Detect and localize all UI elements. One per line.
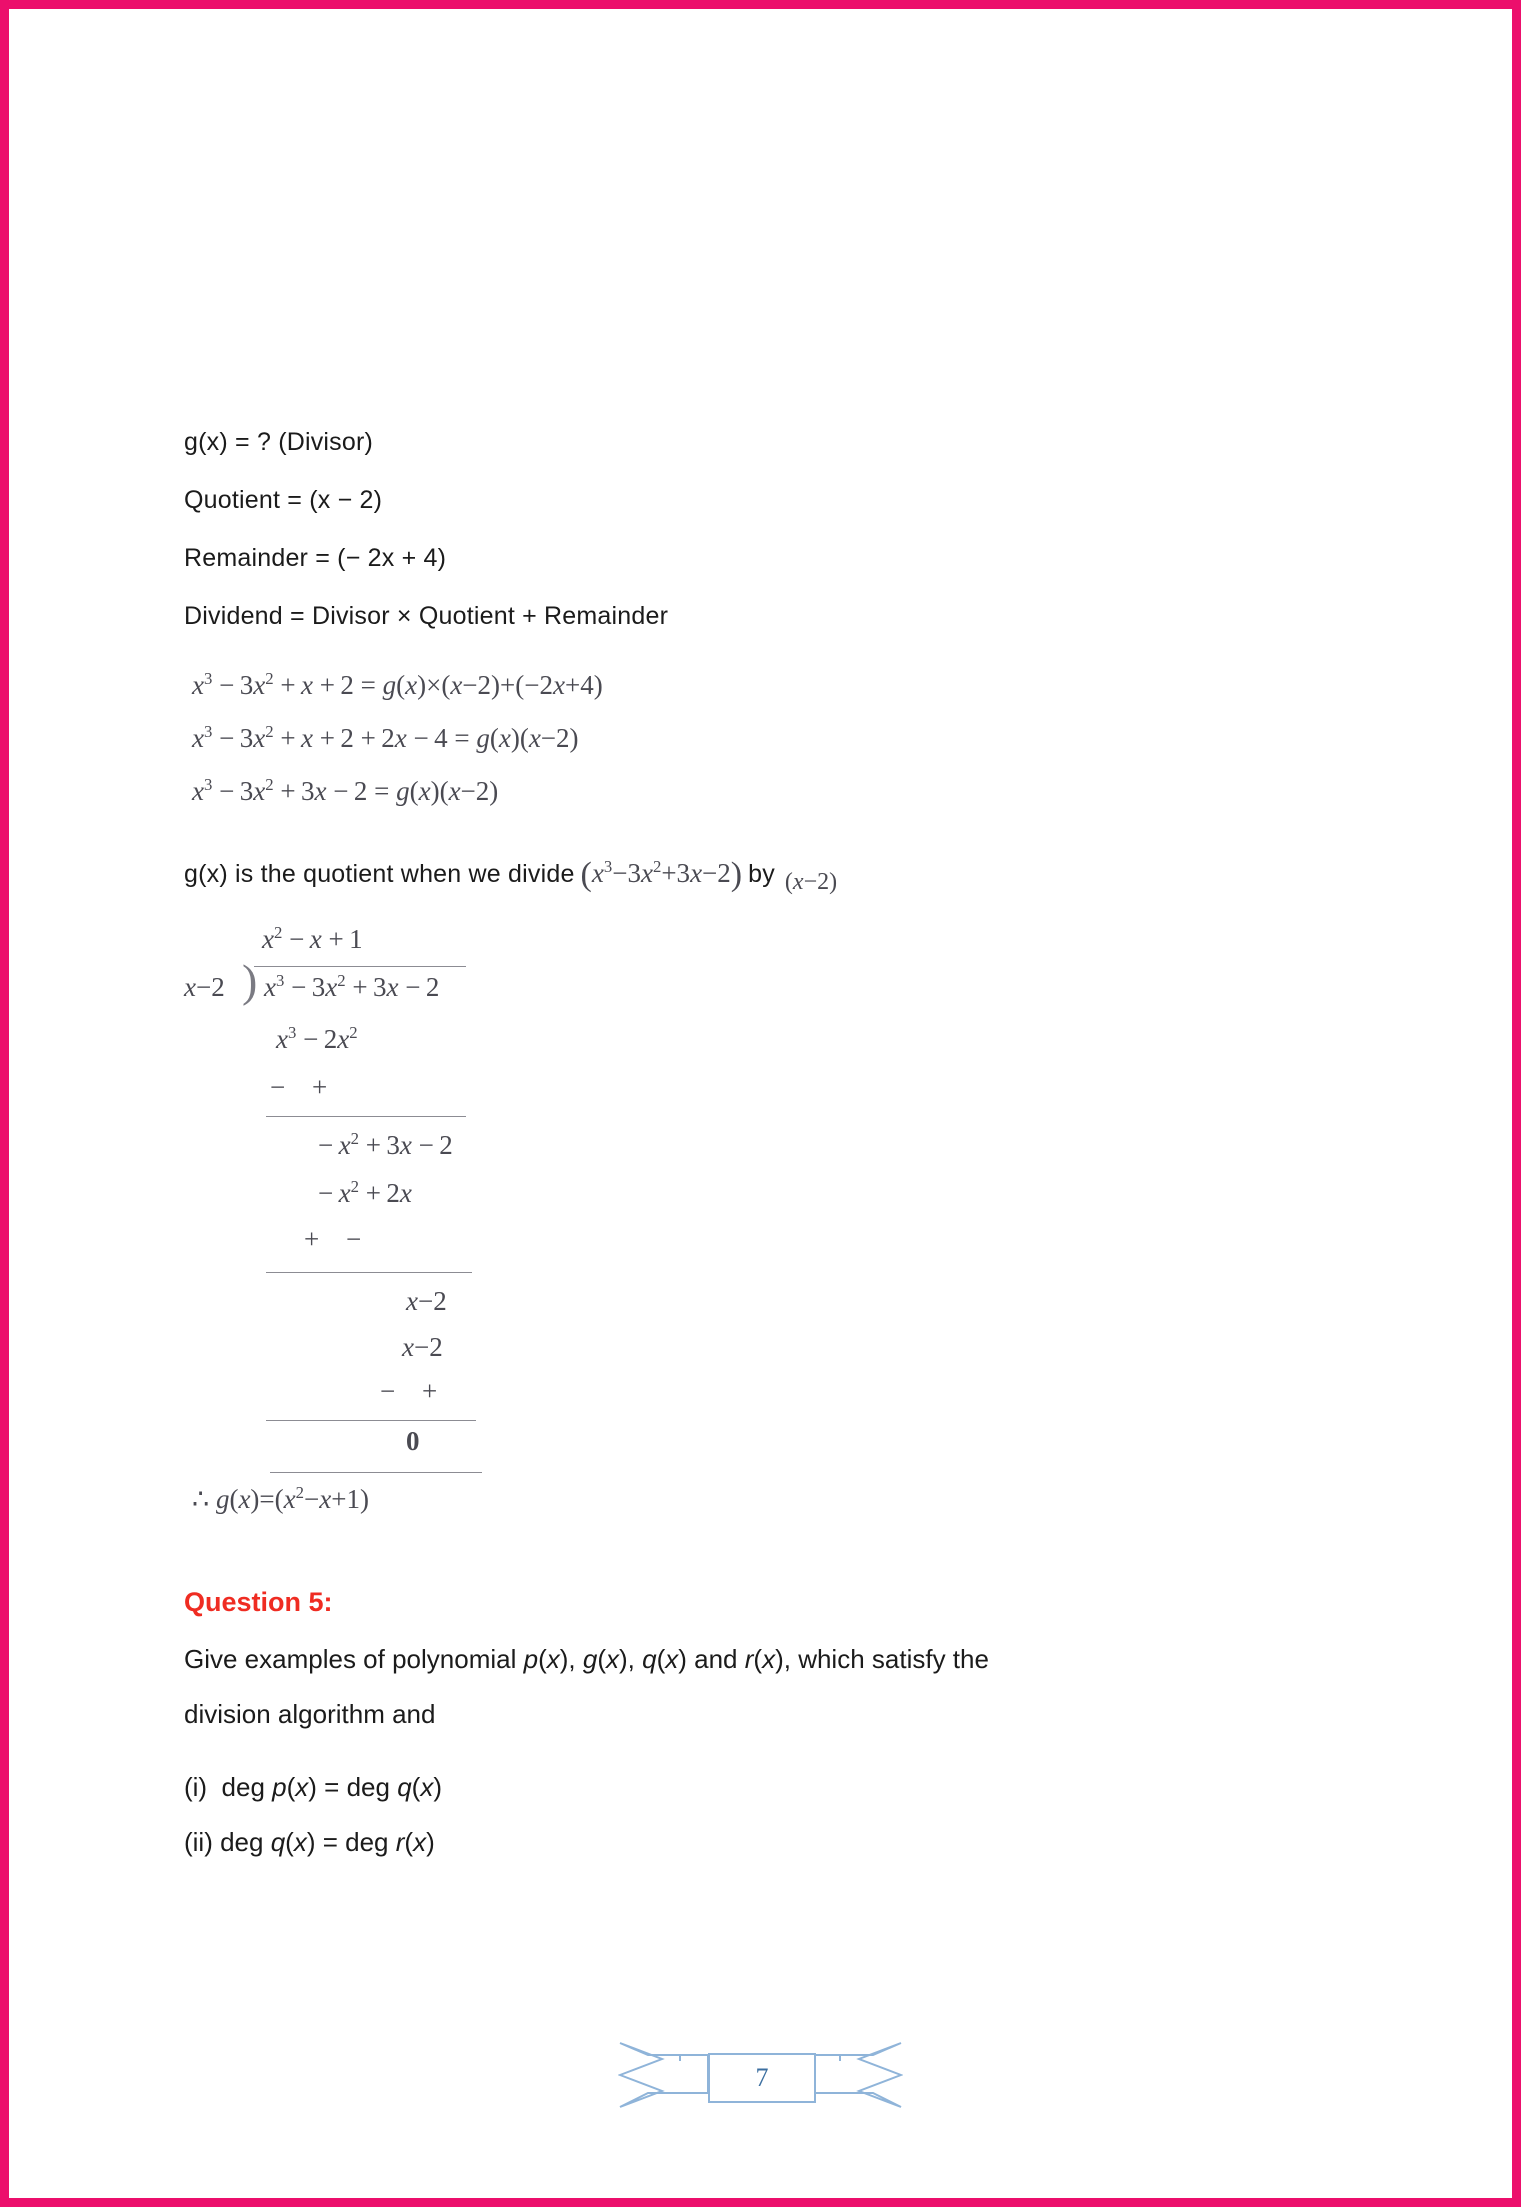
question-5-item-1: (i) deg p(x) = deg q(x): [184, 1772, 443, 1802]
division-quotient: $x^2 - x + 1$: [262, 923, 363, 954]
solution-line-remainder: Remainder = (− 2x + 4): [184, 544, 447, 572]
solution-conclusion: ∴ $g(x)=(x^2-x+1)$: [192, 1483, 369, 1514]
division-step3-product: x−2: [402, 1332, 443, 1362]
division-rule-3: [266, 1420, 476, 1421]
division-dividend: $x^3 - 3x^2 + 3x - 2$: [264, 971, 440, 1002]
page-content: [184, 413, 1364, 1870]
division-step2-remainder: − $x^2 + 3x - 2$: [318, 1129, 453, 1160]
divide-sentence: [184, 854, 1364, 894]
equation-block: [184, 659, 1364, 818]
division-step1-signs: − +: [270, 1072, 338, 1102]
division-rule-2: [266, 1272, 472, 1273]
page-number: 7: [708, 2053, 816, 2103]
question-5-body-line-1: Give examples of polynomial p(x), g(x), q(x) and r(x), which satisfy the: [184, 1644, 989, 1674]
division-bracket-icon: ): [242, 955, 258, 1006]
question-5-body-line-2: division algorithm and: [184, 1699, 436, 1729]
solution-line-divisor: g(x) = ? (Divisor): [184, 428, 374, 456]
long-division: [184, 924, 704, 1454]
divide-sentence-before: g(x) is the quotient when we divide: [184, 860, 575, 888]
question-5-item-2: (ii) deg q(x) = deg r(x): [184, 1827, 435, 1857]
division-rule-4: [270, 1472, 482, 1473]
divide-sentence-dividend: $(x^3-3x^2+3x-2)$: [580, 856, 743, 893]
division-divisor: x−2: [184, 972, 225, 1002]
division-step3-signs: − +: [380, 1376, 448, 1406]
equation-1: $x^3 - 3x^2 + x + 2 = g(x)\times(x-2)+(-2x+4)$: [192, 669, 603, 700]
division-step3-remainder: x−2: [406, 1286, 447, 1316]
divide-sentence-middle: by: [748, 860, 775, 888]
division-final-remainder: 0: [406, 1426, 420, 1456]
page-footer: [18, 2037, 1503, 2111]
divide-sentence-divisor: (x−2): [784, 869, 838, 895]
division-rule-1: [266, 1116, 466, 1117]
equation-2: $x^3 - 3x^2 + x + 2 + 2x - 4 = g(x)(x-2)$: [192, 722, 579, 753]
ribbon-graphic: [618, 2037, 903, 2111]
equation-3: $x^3 - 3x^2 + 3x - 2 = g(x)(x-2)$: [192, 775, 499, 806]
division-top-rule: [254, 966, 466, 967]
solution-line-dividend-rule: Dividend = Divisor × Quotient + Remainder: [184, 602, 669, 630]
division-step1-product: $x^3 - 2x^2$: [276, 1023, 358, 1054]
page-sheet: [18, 18, 1503, 2189]
division-step2-product: − $x^2 + 2x$: [318, 1177, 412, 1208]
solution-line-quotient: Quotient = (x − 2): [184, 486, 383, 514]
division-step2-signs: + −: [304, 1224, 372, 1254]
question-5-heading: Question 5:: [184, 1587, 333, 1617]
